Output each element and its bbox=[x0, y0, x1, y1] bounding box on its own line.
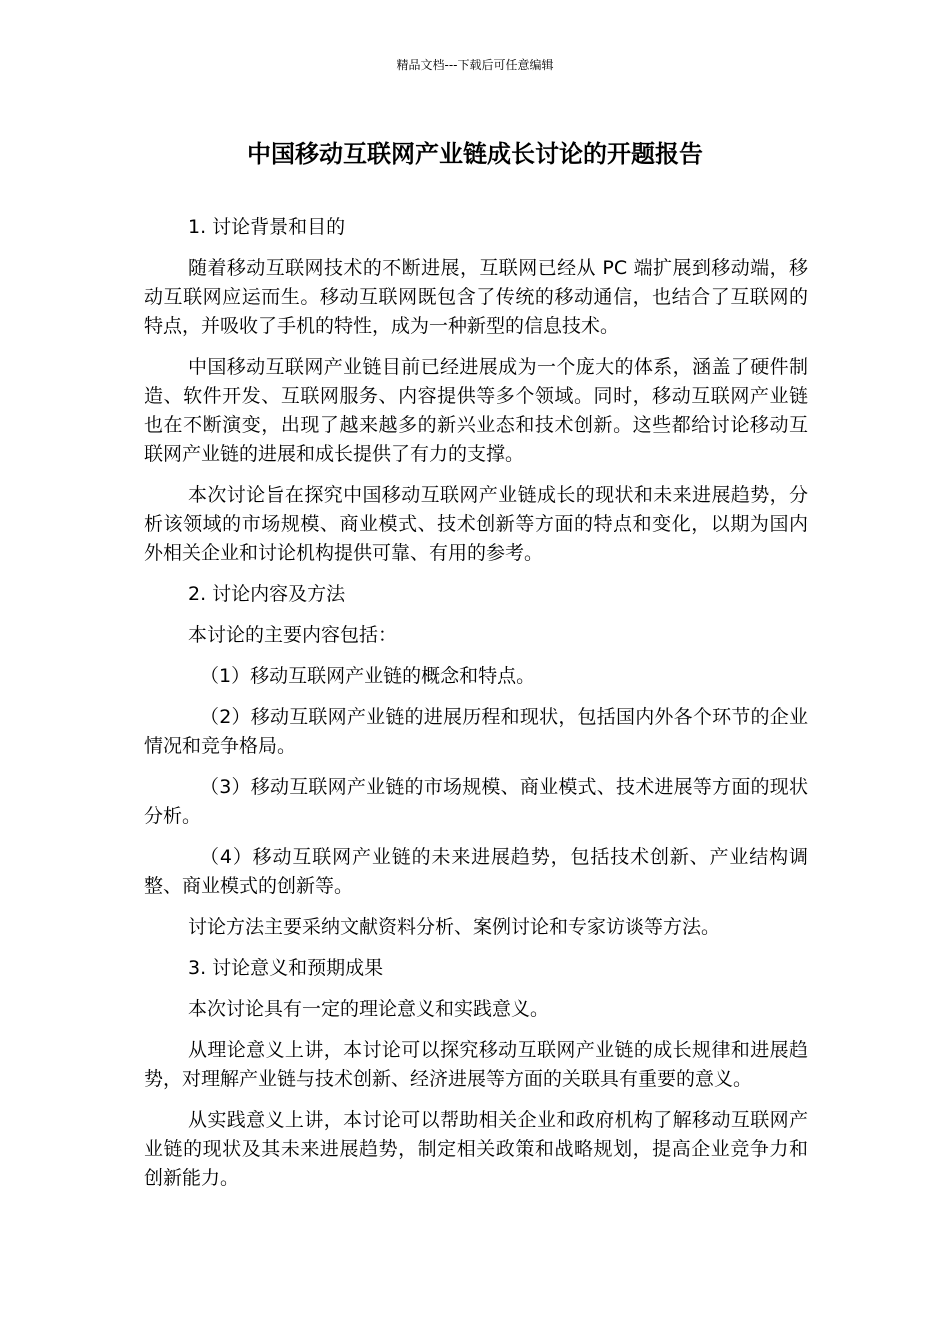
section-heading: 3. 讨论意义和预期成果 bbox=[188, 957, 384, 979]
list-item: （4）移动互联网产业链的未来进展趋势，包括技术创新、产业结构调整、商业模式的创新等。 bbox=[144, 846, 808, 897]
body-paragraph: 从理论意义上讲，本讨论可以探究移动互联网产业链的成长规律和进展趋势，对理解产业链与技术创新、经济进展等方面的关联具有重要的意义。 bbox=[144, 1039, 808, 1090]
list-item: （3）移动互联网产业链的市场规模、商业模式、技术进展等方面的现状分析。 bbox=[144, 776, 808, 827]
body-paragraph: 讨论方法主要采纳文献资料分析、案例讨论和专家访谈等方法。 bbox=[188, 916, 721, 938]
document-body bbox=[144, 213, 808, 1205]
body-paragraph: 本次讨论旨在探究中国移动互联网产业链成长的现状和未来进展趋势，分析该领域的市场规模、商业模式、技术创新等方面的特点和变化，以期为国内外相关企业和讨论机构提供可靠、有用的参考。 bbox=[144, 484, 808, 564]
page-header: 精品文档---下载后可任意编辑 bbox=[396, 58, 554, 72]
list-item: （1）移动互联网产业链的概念和特点。 bbox=[200, 665, 536, 687]
list-item: （2）移动互联网产业链的进展历程和现状，包括国内外各个环节的企业情况和竞争格局。 bbox=[144, 706, 808, 757]
body-paragraph: 本次讨论具有一定的理论意义和实践意义。 bbox=[188, 998, 550, 1020]
body-paragraph: 从实践意义上讲，本讨论可以帮助相关企业和政府机构了解移动互联网产业链的现状及其未来进展趋势，制定相关政策和战略规划，提高企业竞争力和创新能力。 bbox=[144, 1109, 808, 1189]
section-heading: 2. 讨论内容及方法 bbox=[188, 583, 346, 605]
body-paragraph: 随着移动互联网技术的不断进展，互联网已经从 PC 端扩展到移动端，移动互联网应运而生。移动互联网既包含了传统的移动通信，也结合了互联网的特点，并吸收了手机的特性，成为一种新型的信息技术。 bbox=[144, 257, 808, 337]
body-paragraph: 中国移动互联网产业链目前已经进展成为一个庞大的体系，涵盖了硬件制造、软件开发、互联网服务、内容提供等多个领域。同时，移动互联网产业链也在不断演变，出现了越来越多的新兴业态和技术创新。这些都给讨论移动互联网产业链的进展和成长提供了有力的支撑。 bbox=[144, 356, 808, 465]
section-heading: 1. 讨论背景和目的 bbox=[188, 216, 346, 238]
document-title: 中国移动互联网产业链成长讨论的开题报告 bbox=[247, 140, 703, 168]
body-paragraph: 本讨论的主要内容包括： bbox=[188, 624, 398, 646]
